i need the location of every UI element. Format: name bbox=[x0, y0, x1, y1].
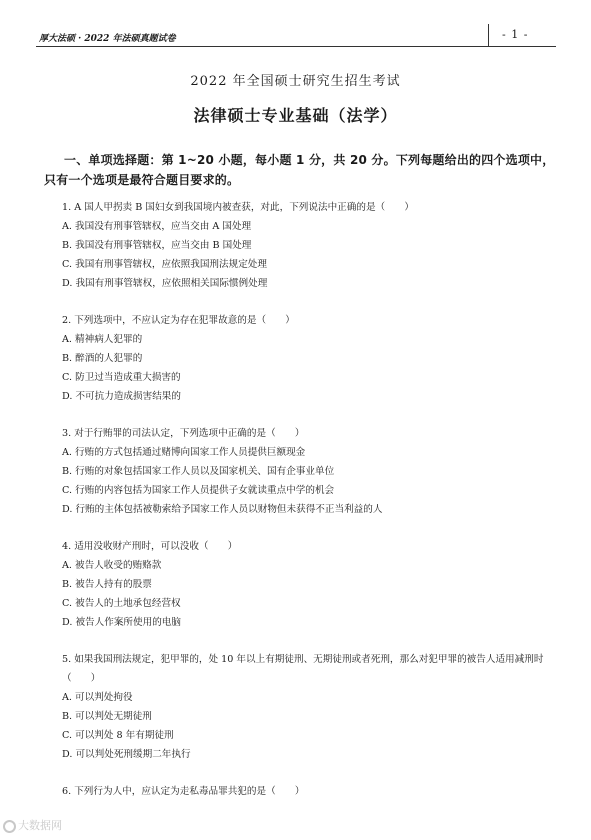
option-b: B. 行贿的对象包括国家工作人员以及国家机关、国有企事业单位 bbox=[62, 466, 335, 477]
option-c: C. 可以判处 8 年有期徒刑 bbox=[62, 730, 174, 741]
watermark-logo-icon bbox=[3, 820, 16, 833]
question-6 bbox=[62, 782, 562, 801]
question-stem: 5. 如果我国刑法规定，犯甲罪的，处 10 年以上有期徒刑、无期徒刑或者死刑，那么对犯甲罪的被告人适用减刑时（ ） bbox=[62, 654, 544, 684]
watermark bbox=[3, 817, 62, 833]
option-a: A. 可以判处拘役 bbox=[62, 692, 133, 703]
option-b: B. 我国没有刑事管辖权，应当交由 B 国处理 bbox=[62, 240, 252, 251]
option-c: C. 我国有刑事管辖权，应依照我国刑法规定处理 bbox=[62, 259, 267, 270]
option-c: C. 防卫过当造成重大损害的 bbox=[62, 372, 181, 383]
question-stem: 6. 下列行为人中，应认定为走私毒品罪共犯的是（ ） bbox=[62, 786, 305, 797]
option-a: A. 精神病人犯罪的 bbox=[62, 334, 143, 345]
question-list bbox=[62, 198, 562, 819]
option-d: D. 可以判处死刑缓期二年执行 bbox=[62, 749, 191, 760]
option-d: D. 我国有刑事管辖权，应依照相关国际惯例处理 bbox=[62, 278, 268, 289]
option-b: B. 醉酒的人犯罪的 bbox=[62, 353, 143, 364]
page-number: - 1 - bbox=[502, 28, 529, 41]
question-stem: 1. A 国人甲拐卖 B 国妇女到我国境内被查获，对此，下列说法中正确的是（ ） bbox=[62, 202, 414, 213]
question-5 bbox=[62, 650, 562, 764]
header-title: 厚大法硕 · 2022 年法硕真题试卷 bbox=[39, 34, 176, 44]
page-header bbox=[36, 24, 556, 46]
question-stem: 2. 下列选项中，不应认定为存在犯罪故意的是（ ） bbox=[62, 315, 295, 326]
header-rule bbox=[36, 46, 556, 47]
option-c: C. 被告人的土地承包经营权 bbox=[62, 598, 181, 609]
exam-title: 2022 年全国硕士研究生招生考试 bbox=[190, 74, 401, 89]
question-4 bbox=[62, 537, 562, 632]
watermark-text: 大数据网 bbox=[18, 819, 62, 832]
option-a: A. 被告人收受的贿赂款 bbox=[62, 560, 162, 571]
option-c: C. 行贿的内容包括为国家工作人员提供子女就读重点中学的机会 bbox=[62, 485, 335, 496]
option-b: B. 被告人持有的股票 bbox=[62, 579, 152, 590]
option-a: A. 我国没有刑事管辖权，应当交由 A 国处理 bbox=[62, 221, 252, 232]
question-1 bbox=[62, 198, 562, 293]
exam-subject: 法律硕士专业基础（法学） bbox=[193, 106, 398, 125]
option-d: D. 行贿的主体包括被勒索给予国家工作人员以财物但未获得不正当利益的人 bbox=[62, 504, 383, 515]
question-stem: 4. 适用没收财产刑时，可以没收（ ） bbox=[62, 541, 238, 552]
option-d: D. 被告人作案所使用的电脑 bbox=[62, 617, 181, 628]
section-heading: 一、单项选择题：第 1~20 小题，每小题 1 分，共 20 分。下列每题给出的四个选项中，只有一个选项是最符合题目要求的。 bbox=[44, 153, 555, 187]
option-d: D. 不可抗力造成损害结果的 bbox=[62, 391, 181, 402]
question-stem: 3. 对于行贿罪的司法认定，下列选项中正确的是（ ） bbox=[62, 428, 305, 439]
header-divider bbox=[488, 24, 489, 46]
option-b: B. 可以判处无期徒刑 bbox=[62, 711, 152, 722]
question-2 bbox=[62, 311, 562, 406]
option-a: A. 行贿的方式包括通过赌博向国家工作人员提供巨额现金 bbox=[62, 447, 306, 458]
question-3 bbox=[62, 424, 562, 519]
